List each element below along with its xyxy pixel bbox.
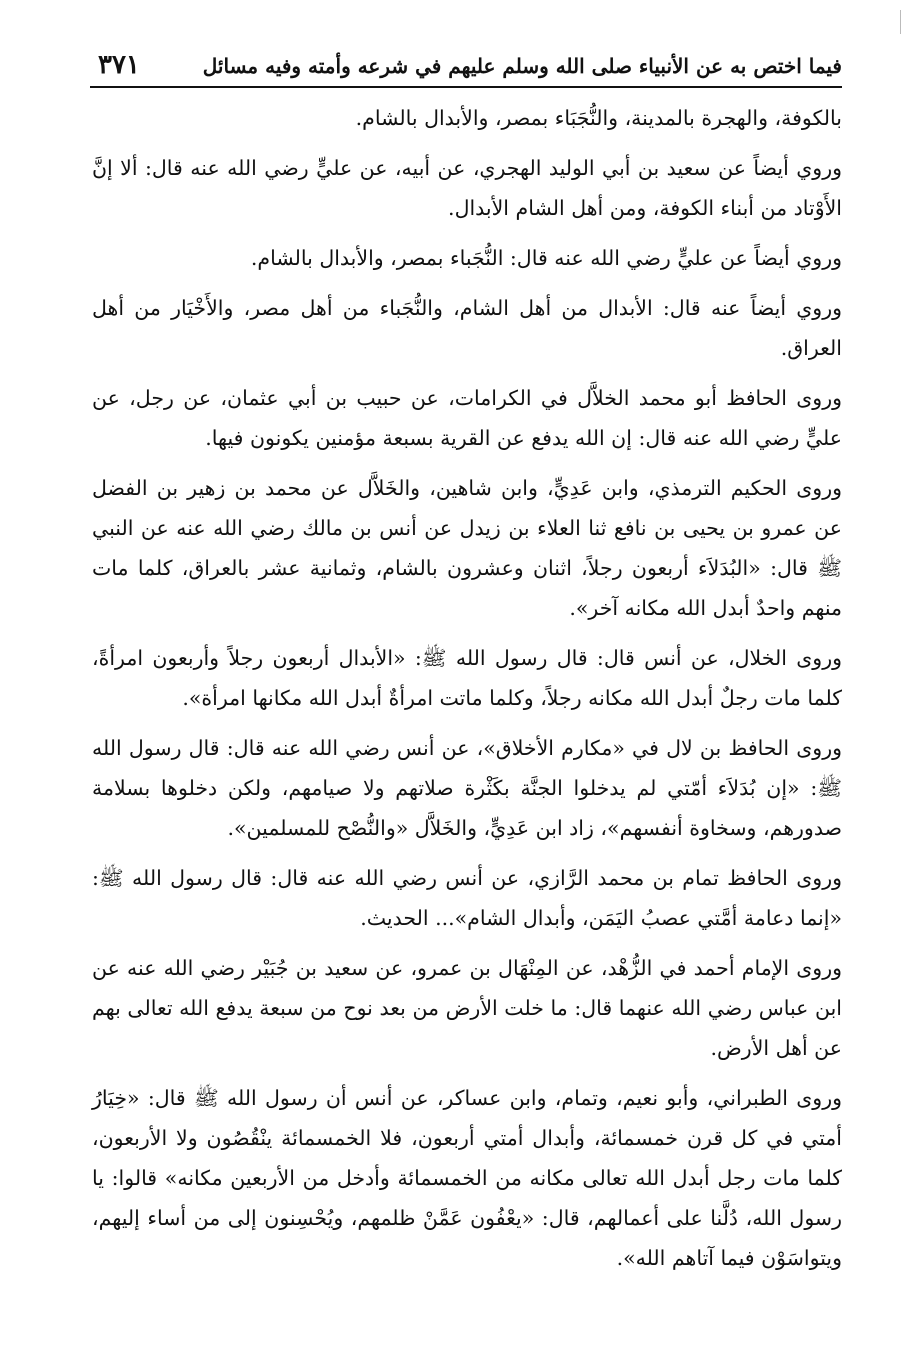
- paragraph: وروي أيضاً عنه قال: الأبدال من أهل الشام، والنُّجَباء من أهل مصر، والأَخْيَار من أهل العراق.: [92, 296, 842, 360]
- page-header: [90, 36, 842, 84]
- page-edge-mark: [894, 10, 901, 34]
- paragraph: بالكوفة، والهجرة بالمدينة، والنُّجَبَاء بمصر، والأبدال بالشام.: [355, 106, 842, 130]
- paragraph: وروى الخلال، عن أنس قال: قال رسول الله ﷺ: «الأبدال أربعون رجلاً وأربعون امرأةً، كلما مات رجلٌ أبدل الله مكانه رجلاً، وكلما ماتت امرأةٌ أبدل الله مكانها امرأة».: [92, 646, 842, 710]
- paragraph: وروى الطبراني، وأبو نعيم، وتمام، وابن عساكر، عن أنس أن رسول الله ﷺ قال: «خِيَارُ أمتي في كل قرن خمسمائة، وأبدال أمتي أربعون، فلا الخمسمائة ينْقُصُون ولا الأربعون، كلما مات رجل أبدل الله تعالى مكانه من الخمسمائة وأدخل من الأربعين مكانه» قالوا: يا رسول الله، دُلَّنا على أعمالهم، قال: «يعْفُون عَمَّنْ ظلمهم، ويُحْسِنون إلى من أساء إليهم، ويتواسَوْن فيما آتاهم الله».: [92, 1086, 842, 1270]
- paragraph: وروى الإمام أحمد في الزُّهْد، عن المِنْهَال بن عمرو، عن سعيد بن جُبَيْر رضي الله عنه عن ابن عباس رضي الله عنهما قال: ما خلت الأرض من بعد نوح من سبعة يدفع الله تعالى بهم عن أهل الأرض.: [92, 956, 842, 1060]
- paragraph: وروي أيضاً عن عليٍّ رضي الله عنه قال: النُّجَباء بمصر، والأبدال بالشام.: [250, 246, 842, 270]
- paragraph: وروي أيضاً عن سعيد بن أبي الوليد الهجري، عن أبيه، عن عليٍّ رضي الله عنه قال: ألا إنَّ الأَوْتاد من أبناء الكوفة، ومن أهل الشام الأبدال.: [92, 156, 842, 220]
- paragraph: وروى الحافظ تمام بن محمد الرَّازي، عن أنس رضي الله عنه قال: قال رسول الله ﷺ: «إنما دعامة أمَّتي عصبُ اليَمَن، وأبدال الشام»... الحديث.: [92, 866, 842, 930]
- page-number: ٣٧١: [98, 50, 140, 80]
- header-rule: [90, 86, 842, 88]
- page-body: [92, 98, 842, 1288]
- paragraph: وروى الحافظ بن لال في «مكارم الأخلاق»، عن أنس رضي الله عنه قال: قال رسول الله ﷺ: «إن بُدَلاَء أمّتي لم يدخلوا الجنَّة بكَثْرة صلاتهم ولا صيامهم، ولكن دخلوها بسلامة صدورهم، وسخاوة أنفسهم»، زاد ابن عَدِيٍّ، والخَلاَّل «والنُّصْح للمسلمين».: [92, 736, 842, 840]
- paragraph: وروى الحافظ أبو محمد الخلاَّل في الكرامات، عن حبيب بن أبي عثمان، عن رجل، عن عليٍّ رضي الله عنه قال: إن الله يدفع عن القرية بسبعة مؤمنين يكونون فيها.: [92, 386, 842, 450]
- running-title: فيما اختص به عن الأنبياء صلى الله وسلم عليهم في شرعه وأمته وفيه مسائل: [202, 54, 842, 78]
- paragraph: وروى الحكيم الترمذي، وابن عَدِيٍّ، وابن شاهين، والخَلاَّل عن محمد بن زهير بن الفضل عن عمرو بن يحيى بن نافع ثنا العلاء بن زيدل عن أنس بن مالك رضي الله عنه عن النبي ﷺ قال: «البُدَلاَء أربعون رجلاً، اثنان وعشرون بالشام، وثمانية عشر بالعراق، كلما مات منهم واحدٌ أبدل الله مكانه آخر».: [92, 476, 842, 620]
